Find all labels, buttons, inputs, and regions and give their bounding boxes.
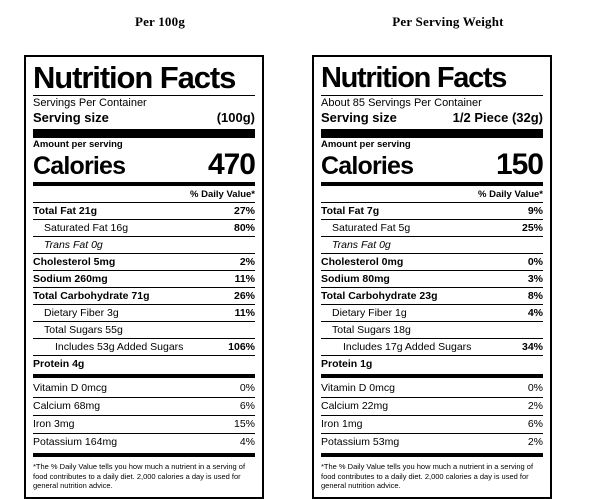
- amount-per-serving: Amount per serving: [33, 139, 123, 150]
- vitamin-name: Potassium 164mg: [33, 436, 118, 448]
- nutrient-name: Total Sugars 18g: [332, 323, 411, 336]
- vitamin-daily-value: 6%: [527, 418, 543, 430]
- calories-value: 150: [495, 148, 543, 181]
- divider-medium: [33, 453, 255, 457]
- amount-per-serving: Amount per serving: [321, 139, 411, 150]
- nutrient-name: Cholesterol 0mg: [321, 255, 404, 268]
- nutrient-name: Trans Fat 0g: [44, 238, 103, 251]
- vitamin-daily-value: 6%: [239, 400, 255, 412]
- vitamin-rows: [33, 380, 255, 451]
- nutrient-row: [321, 254, 543, 270]
- nutrition-facts-heading: Nutrition Facts: [321, 62, 507, 94]
- nutrient-row: [321, 356, 543, 372]
- divider-thick: [321, 129, 543, 138]
- vitamin-row: [33, 434, 255, 451]
- panel-title: Per 100g: [134, 14, 186, 29]
- vitamin-row: [33, 380, 255, 397]
- daily-value-header: % Daily Value*: [190, 189, 255, 200]
- nutrition-facts-heading: Nutrition Facts: [33, 60, 236, 95]
- nutrient-daily-value: 26%: [233, 289, 255, 302]
- nutrient-name: Dietary Fiber 3g: [44, 306, 119, 319]
- vitamin-rows: [321, 380, 543, 451]
- divider-medium: [321, 453, 543, 457]
- nutrient-name: Sodium 260mg: [33, 272, 108, 285]
- vitamin-row: [321, 398, 543, 415]
- nutrient-name: Saturated Fat 16g: [44, 221, 129, 234]
- vitamin-row: [321, 434, 543, 451]
- nutrient-daily-value: 11%: [234, 272, 255, 285]
- nutrient-daily-value: 27%: [233, 204, 255, 217]
- nutrient-row: [321, 271, 543, 287]
- nutrient-name: Includes 17g Added Sugars: [343, 340, 472, 353]
- nutrient-row: [321, 322, 543, 338]
- nutrient-row: [321, 220, 543, 236]
- divider-medium: [33, 374, 255, 378]
- nutrient-daily-value: 3%: [527, 272, 543, 285]
- serving-size-value: 1/2 Piece (32g): [452, 110, 543, 125]
- servings-per-container: About 85 Servings Per Container: [321, 97, 482, 109]
- nutrient-name: Protein 1g: [321, 357, 373, 370]
- nutrient-row: [33, 339, 255, 355]
- nutrition-facts-label: [24, 55, 264, 499]
- footnote: [33, 459, 255, 491]
- serving-size-row: [321, 110, 543, 127]
- vitamin-row: [321, 380, 543, 397]
- nutrient-name: Total Carbohydrate 23g: [321, 289, 438, 302]
- serving-size-label: Serving size: [33, 110, 109, 125]
- panel-per-serving-weight: [312, 0, 584, 490]
- panel-per-100g: [24, 0, 296, 490]
- vitamin-daily-value: 2%: [527, 400, 543, 412]
- nutrient-row: [33, 271, 255, 287]
- vitamin-name: Vitamin D 0mcg: [33, 382, 107, 394]
- nutrient-name: Sodium 80mg: [321, 272, 390, 285]
- divider-medium: [321, 374, 543, 378]
- vitamin-name: Iron 3mg: [33, 418, 75, 430]
- divider-medium: [33, 182, 255, 186]
- nutrient-row: [33, 237, 255, 253]
- nutrient-row: [321, 305, 543, 321]
- nutrient-row: [321, 339, 543, 355]
- serving-size-value: (100g): [216, 110, 255, 125]
- servings-per-container: Servings Per Container: [33, 97, 147, 109]
- nutrient-row: [33, 305, 255, 321]
- nutrient-daily-value: 4%: [527, 306, 543, 319]
- footnote-text: *The % Daily Value tells you how much a nutrient in a serving of food contributes to a daily diet. 2,000 calories a day is used for general nutrition advice.: [321, 462, 534, 490]
- vitamin-name: Potassium 53mg: [321, 436, 400, 448]
- serving-size-label: Serving size: [321, 110, 397, 125]
- vitamin-daily-value: 15%: [233, 418, 255, 430]
- nutrient-daily-value: 9%: [527, 204, 543, 217]
- nutrient-daily-value: 0%: [527, 255, 543, 268]
- nutrient-row: [33, 356, 255, 372]
- vitamin-daily-value: 4%: [239, 436, 255, 448]
- nutrient-daily-value: 11%: [234, 306, 255, 319]
- calories-row: [33, 150, 255, 180]
- nutrient-row: [33, 288, 255, 304]
- nutrition-facts-label: [312, 55, 552, 499]
- divider-medium: [321, 182, 543, 186]
- nutrient-row: [33, 203, 255, 219]
- nutrient-daily-value: 80%: [233, 221, 255, 234]
- nutrient-name: Saturated Fat 5g: [332, 221, 411, 234]
- vitamin-name: Vitamin D 0mcg: [321, 382, 395, 394]
- calories-label: Calories: [321, 152, 414, 180]
- vitamin-daily-value: 0%: [527, 382, 543, 394]
- vitamin-row: [33, 416, 255, 433]
- nutrient-daily-value: 8%: [527, 289, 543, 302]
- nutrient-name: Trans Fat 0g: [332, 238, 391, 251]
- nutrient-row: [33, 322, 255, 338]
- nutrient-rows: [33, 203, 255, 372]
- panel-title: Per Serving Weight: [392, 14, 504, 29]
- nutrient-name: Total Fat 21g: [33, 204, 97, 217]
- daily-value-header: % Daily Value*: [478, 189, 543, 200]
- nutrient-row: [33, 254, 255, 270]
- vitamin-daily-value: 0%: [239, 382, 255, 394]
- vitamin-name: Iron 1mg: [321, 418, 363, 430]
- footnote: [321, 459, 543, 491]
- vitamin-daily-value: 2%: [527, 436, 543, 448]
- nutrient-name: Dietary Fiber 1g: [332, 306, 407, 319]
- nutrient-daily-value: 106%: [228, 340, 255, 353]
- nutrient-row: [33, 220, 255, 236]
- vitamin-name: Calcium 22mg: [321, 400, 389, 412]
- calories-value: 470: [207, 148, 255, 181]
- vitamin-name: Calcium 68mg: [33, 400, 101, 412]
- nutrient-name: Total Fat 7g: [321, 204, 380, 217]
- vitamin-row: [321, 416, 543, 433]
- nutrient-row: [321, 237, 543, 253]
- nutrient-row: [321, 203, 543, 219]
- nutrient-daily-value: 2%: [239, 255, 255, 268]
- footnote-text: *The % Daily Value tells you how much a nutrient in a serving of food contributes to a daily diet. 2,000 calories a day is used for general nutrition advice.: [33, 462, 246, 490]
- nutrient-name: Total Carbohydrate 71g: [33, 289, 150, 302]
- nutrient-name: Total Sugars 55g: [44, 323, 123, 336]
- calories-label: Calories: [33, 152, 126, 180]
- divider-thick: [33, 129, 255, 138]
- nutrient-row: [321, 288, 543, 304]
- nutrient-name: Includes 53g Added Sugars: [55, 340, 184, 353]
- nutrient-daily-value: 25%: [521, 221, 543, 234]
- nutrient-rows: [321, 203, 543, 372]
- calories-row: [321, 150, 543, 180]
- serving-size-row: [33, 110, 255, 127]
- nutrient-name: Protein 4g: [33, 357, 85, 370]
- nutrient-daily-value: 34%: [521, 340, 543, 353]
- vitamin-row: [33, 398, 255, 415]
- nutrient-name: Cholesterol 5mg: [33, 255, 116, 268]
